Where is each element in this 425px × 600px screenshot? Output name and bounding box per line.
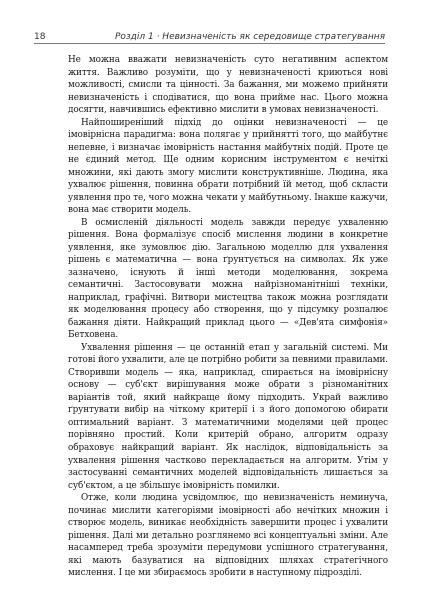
body-text <box>68 54 388 580</box>
paragraph-5: Отже, коли людина усвідомлює, що невизначеність неминуча, починає мислити категоріями імовірності або нечітких множин і створює модель, виникає необхідність завершити процес і ухвалити рішення. Далі ми детально розглянемо всі концептуальні зміни. Але насамперед треба зрозуміти передумови успішного стратегування, які мають базуватися на відповідних шляхах стратегічного мислення. І це ми збираємось зробити в наступному підрозділі. <box>68 493 388 579</box>
paragraph-3: В осмисленій діяльності модель завжди передує ухваленню рішення. Вона формалізує спосіб мислення людини в конкретне уявлення, яке зумовлює дію. Загальною моделлю для ухвалення рішень є математична — вона ґрунтується на символах. Як уже зазначено, існують й інші методи моделювання, зокрема семантичні. Застосовувати можна найрізноманітніші техніки, наприклад, графічні. Витвори мистецтва також можна розглядати як моделювання процесу або створення, що у підсумку розпалює бажання діяти. Найкращий приклад цього — «Дев'ята симфонія» Бетховена. <box>68 217 388 341</box>
paragraph-2: Найпоширеніший підхід до оцінки невизначеності — це імовірнісна парадигма: вона полягає у прийнятті того, що майбутнє непевне, і визначає імовірність настання майбутніх подій. Проте це не єдиний метод. Ще одним корисним інструментом є нечіткі множини, які дають змогу мислити конструктивніше. Людина, яка ухвалює рішення, повинна обрати потрібний їй метод, щоб скласти уявлення про те, чого можна чекати у майбутньому. Інакше кажучи, вона має створити модель. <box>68 117 388 216</box>
page-number: 18 <box>34 32 46 42</box>
paragraph-4: Ухвалення рішення — це останній етап у загальній системі. Ми готові його ухвалити, але це потрібно робити за певними правилами. Створивши модель — яка, наприклад, спирається на імовірнісну основу — суб'єкт вирішування може обрати з різноманітних варіантів той, який найкраще йому підходить. Украй важливо ґрунтувати вибір на чіткому критерії і з його допомогою обирати оптимальний варіант. З математичними моделями цей процес порівняно простий. Коли критерій обрано, алгоритм одразу обраховує найкращий варіант. Як наслідок, відповідальність за ухвалення рішення частково перекладається на алгоритм. Утім у застосуванні семантичних моделей відповідальність лишається за суб'єктом, а це збільшує імовірність помилки. <box>68 342 388 491</box>
header-rule <box>34 43 385 44</box>
paragraph-1: Не можна вважати невизначеність суто негативним аспектом життя. Важливо розуміти, що у невизначеності криються нові можливості, смисли та цінності. За бажання, ми можемо прийняти невизначеність і сподіватися, що вона прийме нас. Цього можна досягти, навчившись ефективно мислити в умовах невизначеності. <box>68 55 388 116</box>
running-title: Розділ 1 · Невизначеність як середовище стратегування <box>114 32 385 42</box>
page-header <box>34 26 385 42</box>
